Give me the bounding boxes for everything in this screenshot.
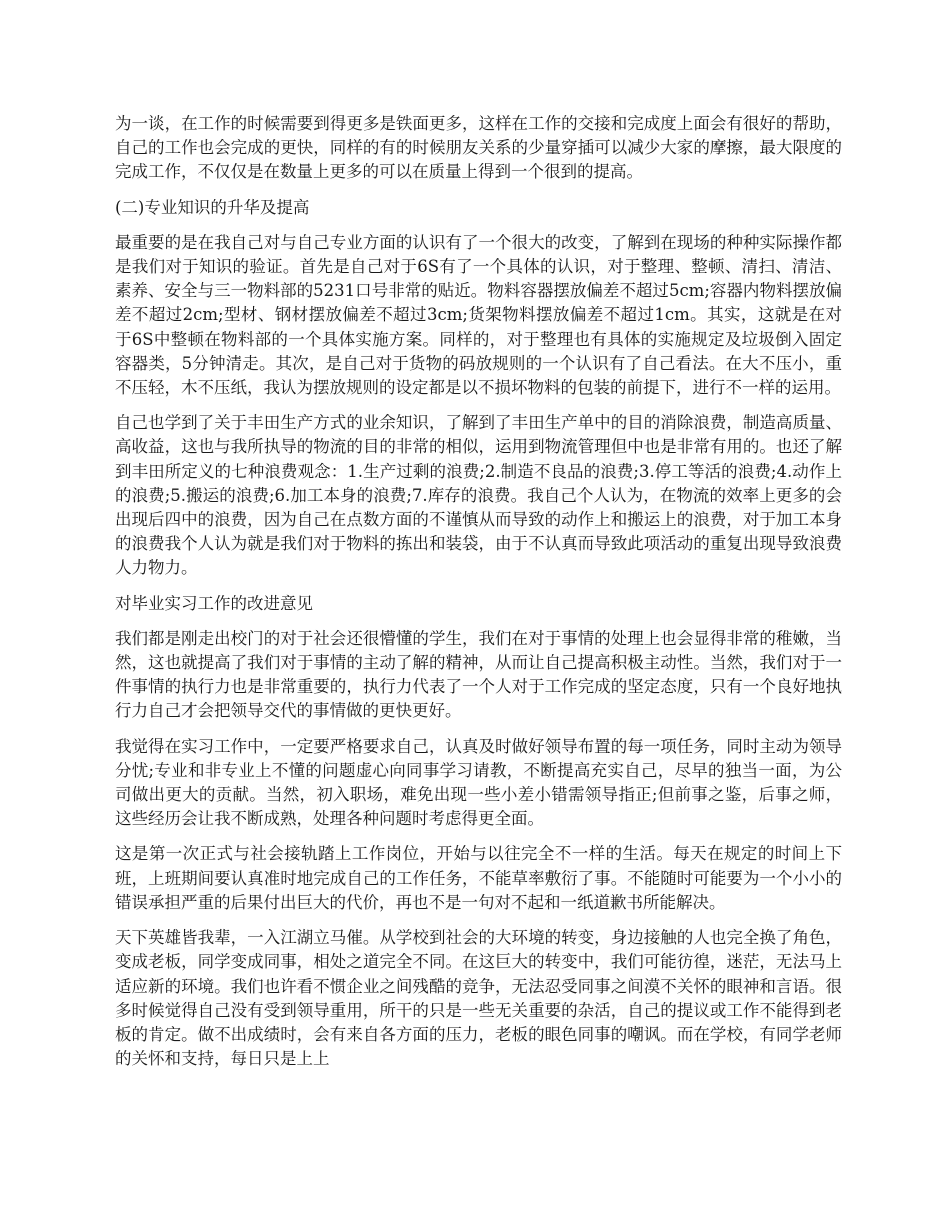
section-heading-improvement: 对毕业实习工作的改进意见 (115, 593, 313, 613)
document-body (115, 112, 842, 1082)
paragraph-6s-knowledge: 最重要的是在我自己对与自己专业方面的认识有了一个很大的改变，了解到在现场的种种实际操作都是我们对于知识的验证。首先是自己对于6S有了一个具体的认识，对于整理、整顿、清扫、清洁、素养、安全与三一物料部的5231口号非常的贴近。物料容器摆放偏差不超过5cm;容器内物料摆放偏差不超过2cm;型材、钢材摆放偏差不超过3cm;货架物料摆放偏差不超过1cm。其实，这就是在对于6S中整顿在物料部的一个具体实施方案。同样的，对于整理也有具体的实施规定及垃圾倒入固定容器类，5分钟清走。其次，是自己对于货物的码放规则的一个认识有了自己看法。在大不压小，重不压轻，木不压纸，我认为摆放规则的设定都是以不损坏物料的包装的前提下，进行不一样的运用。 (115, 232, 842, 398)
paragraph-first-job: 这是第一次正式与社会接轨踏上工作岗位，开始与以往完全不一样的生活。每天在规定的时间上下班，上班期间要认真准时地完成自己的工作任务，不能草率敷衍了事。不能随时可能要为一个小小的错误承担严重的后果付出巨大的代价，再也不是一句对不起和一纸道歉书所能解决。 (115, 844, 842, 912)
section-heading-professional-knowledge: (二)专业知识的升华及提高 (115, 197, 310, 217)
paragraph-toyota-production: 自己也学到了关于丰田生产方式的业余知识，了解到了丰田生产单中的目的消除浪费，制造高质量、高收益，这也与我所执导的物流的目的非常的相似，运用到物流管理但中也是非常有用的。也还了解到丰田所定义的七种浪费观念：1.生产过剩的浪费;2.制造不良品的浪费;3.停工等活的浪费;4.动作上的浪费;5.搬运的浪费;6.加工本身的浪费;7.库存的浪费。我自己个人认为，在物流的效率上更多的会出现后四中的浪费，因为自己在点数方面的不谨慎从而导致的动作上和搬运上的浪费，对于加工本身的浪费我个人认为就是我们对于物料的拣出和装袋，由于不认真而导致此项活动的重复出现导致浪费人力物力。 (115, 413, 842, 578)
paragraph-transition: 天下英雄皆我辈，一入江湖立马催。从学校到社会的大环境的转变，身边接触的人也完全换了角色，变成老板，同学变成同事，相处之道完全不同。在这巨大的转变中，我们可能彷徨，迷茫，无法马上适应新的环境。我们也许看不惯企业之间残酷的竞争，无法忍受同事之间漠不关怀的眼神和言语。很多时候觉得自己没有受到领导重用，所干的只是一些无关重要的杂活，自己的提议或工作不能得到老板的肯定。做不出成绩时，会有来自各方面的压力，老板的眼色同事的嘲讽。而在学校，有同学老师的关怀和支持，每日只是上上 (115, 928, 842, 1069)
paragraph-intro: 为一谈，在工作的时候需要到得更多是铁面更多，这样在工作的交接和完成度上面会有很好的帮助，自己的工作也会完成的更快，同样的有的时候朋友关系的少量穿插可以减少大家的摩擦，最大限度的完成工作，不仅仅是在数量上更多的可以在质量上得到一个很到的提高。 (115, 114, 842, 182)
paragraph-internship-attitude: 我觉得在实习工作中，一定要严格要求自己，认真及时做好领导布置的每一项任务，同时主动为领导分忧;专业和非专业上不懂的问题虚心向同事学习请教，不断提高充实自己，尽早的独当一面，为公司做出更大的贡献。当然，初入职场，难免出现一些小差小错需领导指正;但前事之鉴，后事之师，这些经历会让我不断成熟，处理各种问题时考虑得更全面。 (115, 736, 842, 829)
paragraph-students: 我们都是刚走出校门的对于社会还很懵懂的学生，我们在对于事情的处理上也会显得非常的稚嫩，当然，这也就提高了我们对于事情的主动了解的精神，从而让自己提高积极主动性。当然，我们对于一件事情的执行力也是非常重要的，执行力代表了一个人对于工作完成的坚定态度，只有一个良好地执行力自己才会把领导交代的事情做的更快更好。 (115, 628, 842, 721)
